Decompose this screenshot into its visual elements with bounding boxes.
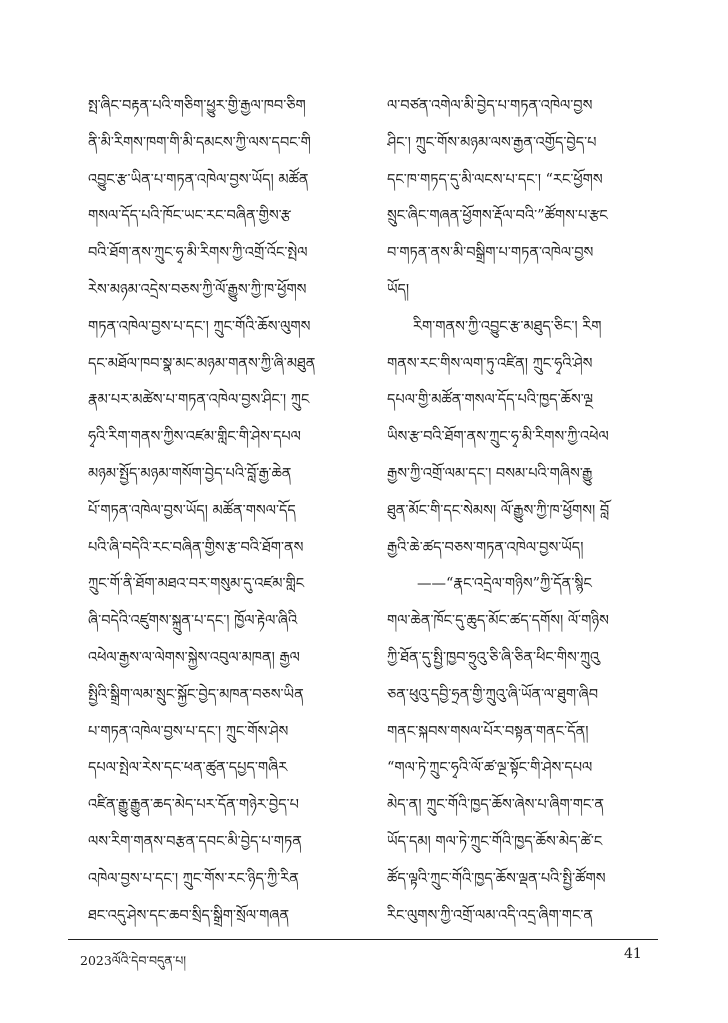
text-line: མེད་ན། ཀྲུང་གོའི་ཁྱད་ཆོས་ཞེས་པ་ཞིག་གང་ན xyxy=(387,797,605,814)
text-line: དཔལ་སྤེལ་རེས་དང་ཕན་ཚུན་དཔྱད་གཞིར xyxy=(88,760,288,777)
text-line: ཡོད་དམ། གལ་ཏེ་ཀྲུང་གོའི་ཁྱད་ཆོས་མེད་ཚེ་ང xyxy=(387,833,603,850)
text-line: འཁེལ་བྱས་པ་དང་། ཀྲུང་གོས་རང་ཉིད་ཀྱི་རིན xyxy=(88,870,299,887)
text-line: སྲུང་ཞིང་གཞན་ཕྱོགས་རྡོལ་བའི་”ཚོགས་པ་རྩང xyxy=(387,208,608,225)
text-line: འཛིན་རྒྱུ་རྒྱུན་ཆད་མེད་པར་དོན་གཉེར་བྱེད་པ xyxy=(88,797,299,814)
text-line: ཚོད་ལྟའི་ཀྲུང་གོའི་ཁྱད་ཆོས་ལྡན་པའི་སྤྱི་ཚོགས xyxy=(387,870,606,887)
text-line: འཕེལ་རྒྱས་ལ་ལེགས་སྐྱེས་འབུལ་མཁན། རྒྱལ xyxy=(88,649,300,666)
text-line: གསལ་དོད་པའི་ཁོང་ཡང་རང་བཞིན་གྱིས་རྩ xyxy=(88,208,291,225)
text-line: ཤིང་། ཀྲུང་གོས་མཉམ་ལས་རྒྱན་འགྱོད་བྱེད་པ xyxy=(387,134,597,151)
left-text-column xyxy=(88,88,356,934)
text-line: ལ་བཙན་འགེལ་མི་བྱེད་པ་གཏན་འཁེལ་བྱས xyxy=(387,98,593,114)
text-line: “གལ་ཏེ་ཀྲུང་ཧྭའི་ལོ་ཚ་ལྔ་སྟོང་གི་ཤེས་དཔལ xyxy=(387,760,593,777)
text-line: ཧྭའི་རིག་གནས་ཀྱིས་འཛམ་གླིང་གི་ཤེས་དཔལ xyxy=(88,429,301,446)
text-line: ཞི་བདེའི་འཛུགས་སྐྲུན་པ་དང་། ཁྱོལ་རྟེལ་ཞིའི xyxy=(88,613,298,630)
text-line: གལ་ཆེན་ཁོང་དུ་ཆུད་མོང་ཚད་དགོས། ལོ་གཉིས xyxy=(387,613,609,630)
text-line: དང་ཁ་གཏད་དུ་མི་ལངས་པ་དང་། “རང་ཕྱོགས xyxy=(387,171,603,188)
text-line: ཡོད། xyxy=(387,281,410,298)
text-line: རྒྱའི་ཆེ་ཚད་བཅས་གཏན་འཁེལ་བྱས་ཡོད། xyxy=(387,539,584,556)
text-line: ཀྱི་ཐོན་དུ་སྤྱི་ཁྱབ་ཧྲུའུ་ཅི་ཞི་ཅིན་ཕིང་གིས་ཀྲུའུ xyxy=(387,649,600,666)
text-line: ཅན་ཕུའུ་དབྱི་ཧྲན་གྱི་ཀྲུའུ་ཞི་ཡོན་ལ་ཐུག་ཞིབ xyxy=(387,686,599,703)
text-line: མཉམ་སྤྱོད་མཉམ་གསོག་བྱེད་པའི་བློ་རྒྱ་ཆེན xyxy=(88,465,292,482)
text-line: རིག་གནས་ཀྱི་འབྱུང་རྩ་མཐུད་ཅིང་། རིག xyxy=(413,318,602,335)
text-line: ཀྲུང་གོ་ནི་ཐོག་མཐའ་བར་གསུམ་དུ་འཛམ་གླིང xyxy=(88,576,305,593)
right-text-column xyxy=(387,88,655,934)
text-line: གནས་རང་གིས་ལག་ཏུ་འཛིན། ཀྲུང་ཧྭའི་ཤེས xyxy=(387,355,593,372)
text-line: ལས་རིག་གནས་བརྩན་དབང་མི་བྱེད་པ་གཏན xyxy=(88,833,302,850)
text-line: འབྱུང་རྩ་ཡིན་པ་གཏན་འཁེལ་བྱས་ཡོད། མཚོན xyxy=(88,171,309,188)
text-line: རིང་ལུགས་ཀྱི་འགྲོ་ལམ་འདི་འདྲ་ཞིག་གང་ན xyxy=(387,907,594,924)
text-line: ——“རྣང་འདྲེལ་གཉིས”ཀྱི་དོན་སྙིང xyxy=(417,576,592,593)
footer-issue-label: 2023ལོའི་དེབ་བདུན་པ། xyxy=(80,953,187,968)
text-line: སྤ་ཞིང་བརྟན་པའི་གཅིག་ཕྱུར་གྱི་རྒྱལ་ཁབ་ཅིག xyxy=(88,98,306,114)
text-line: པའི་ཞི་བདེའི་རང་བཞིན་གྱིས་རྩ་བའི་ཐོག་ནས xyxy=(88,539,304,556)
text-line: བའི་ཐོག་ནས་ཀྲུང་ཧྭ་མི་རིགས་ཀྱི་འགྲོ་འོང་སྤེལ xyxy=(88,245,308,262)
text-line: རེས་མཉམ་འདྲེས་བཅས་ཀྱི་ལོ་རྒྱུས་ཀྱི་ཁ་ཕྱོགས xyxy=(88,281,307,298)
text-line: བ་གཏན་ནས་མི་བསྒྲིག་པ་གཏན་འཁེལ་བྱས xyxy=(387,245,594,262)
text-line: ཡིས་རྩ་བའི་ཐོག་ནས་ཀྲུང་ཧྭ་མི་རིགས་ཀྱི་འཕེལ xyxy=(387,429,609,446)
text-line: ཐུན་མོང་གི་དང་སེམས། ལོ་རྒྱུས་ཀྱི་ཁ་ཕྱོགས། བློ xyxy=(387,502,610,519)
text-line: ནི་མི་རིགས་ཁག་གི་མི་དམངས་ཀྱི་ལས་དབང་གི xyxy=(88,134,311,151)
text-line: རྒྱས་ཀྱི་འགྲོ་ལམ་དང་། བསམ་པའི་གཞིས་རྒྱུ xyxy=(387,465,593,482)
text-line: དང་མཐོལ་ཁབ་སྣ་མང་མཉམ་གནས་ཀྱི་ཞི་མཐུན xyxy=(88,355,316,372)
text-line: སྤྱིའི་སྒྲིག་ལམ་སྲུང་སྐྱོང་བྱེད་མཁན་བཅས་ཡིན xyxy=(88,686,304,703)
text-line: པ་གཏན་འཁེལ་བྱས་པ་དང་། ཀྲུང་གོས་ཤེས xyxy=(88,723,289,740)
text-line: དཔལ་གྱི་མཚོན་གསལ་དོད་པའི་ཁྱད་ཆོས་ལྔ xyxy=(387,392,594,409)
page-number: 41 xyxy=(624,946,642,962)
text-line: པོ་གཏན་འཁེལ་བྱས་ཡོད། མཚོན་གསལ་དོད xyxy=(88,502,296,519)
footer-rule xyxy=(68,939,658,940)
text-line: ཐང་འདུ་ཤེས་དང་ཆབ་སྲིད་སྒྲིག་སྲོལ་གཞན xyxy=(88,907,290,924)
text-line: རྣམ་པར་མཚེས་པ་གཏན་འཁེལ་བྱས་ཤིང་། ཀྲུང xyxy=(88,392,310,409)
text-line: གནང་སྐབས་གསལ་པོར་བསྟན་གནང་དོན། xyxy=(387,723,589,740)
text-line: གཏན་འཁེལ་བྱས་པ་དང་། ཀྲུང་གོའི་ཆོས་ལུགས xyxy=(88,318,311,335)
